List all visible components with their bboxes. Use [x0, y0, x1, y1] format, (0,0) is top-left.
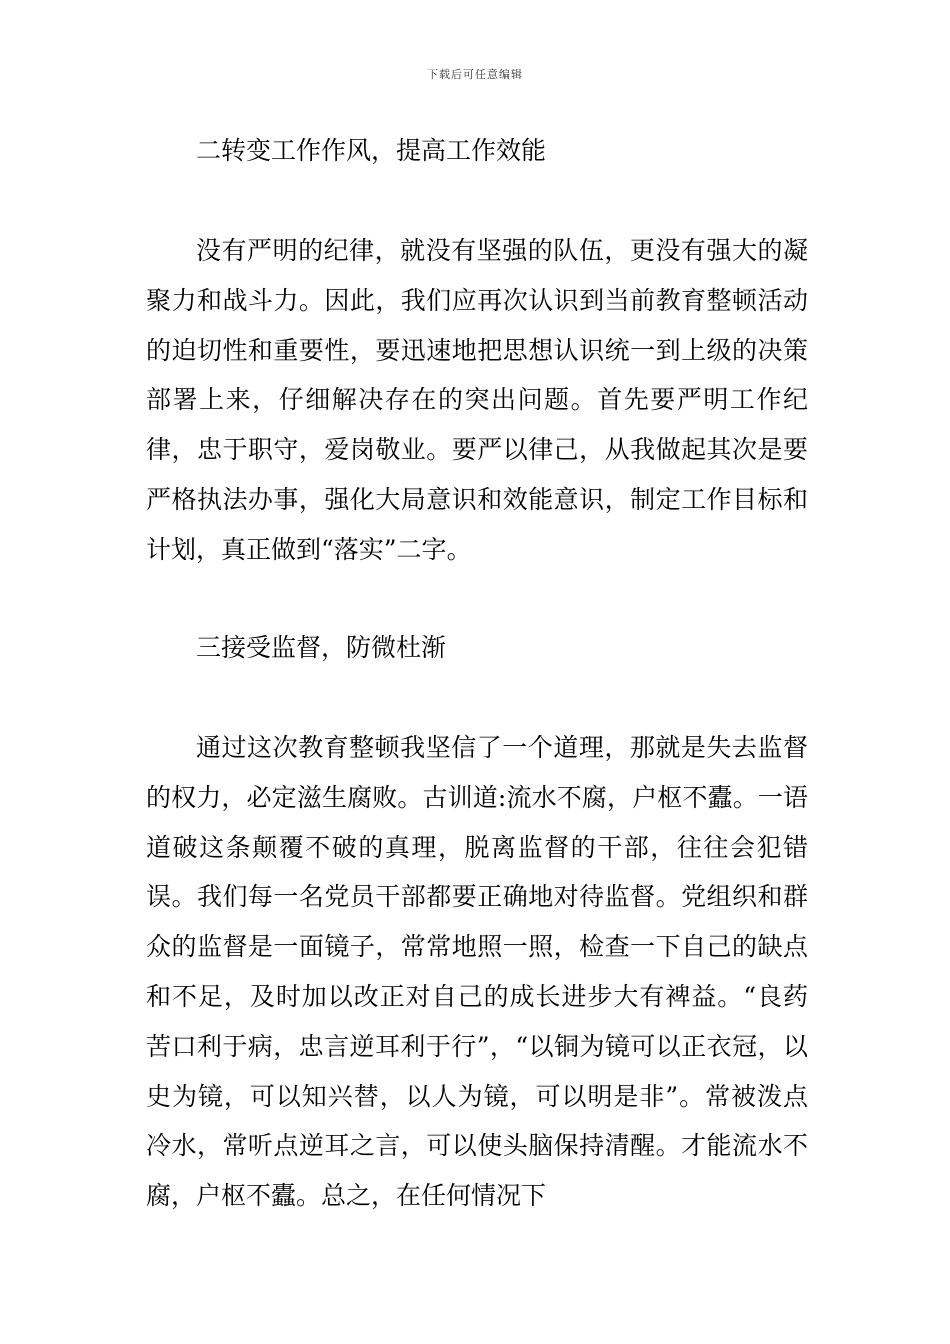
header-note: 下载后可任意编辑 [427, 68, 523, 81]
section-paragraph: 没有严明的纪律，就没有坚强的队伍，更没有强大的凝聚力和战斗力。因此，我们应再次认识到当前教育整顿活动的迫切性和重要性，要迅速地把思想认识统一到上级的决策部署上来，仔细解决存在的突出问题。首先要严明工作纪律，忠于职守，爱岗敬业。要严以律己，从我做起其次是要严格执法办事，强化大局意识和效能意识，制定工作目标和计划，真正做到“落实”二字。 [146, 236, 808, 564]
section-heading: 三接受监督，防微杜渐 [196, 633, 447, 662]
section-heading: 二转变工作作风，提高工作效能 [196, 136, 547, 165]
section-paragraph: 通过这次教育整顿我坚信了一个道理，那就是失去监督的权力，必定滋生腐败。古训道:流水不腐，户枢不蠹。一语道破这条颠覆不破的真理，脱离监督的干部，往往会犯错误。我们每一名党员干部都要正确地对待监督。党组织和群众的监督是一面镜子，常常地照一照，检查一下自己的缺点和不足，及时加以改正对自己的成长进步大有裨益。“良药苦口利于病，忠言逆耳利于行”，“以铜为镜可以正衣冠，以史为镜，可以知兴替，以人为镜，可以明是非”。常被泼点冷水，常听点逆耳之言，可以使头脑保持清醒。才能流水不腐，户枢不蠹。总之，在任何情况下 [146, 733, 808, 1211]
